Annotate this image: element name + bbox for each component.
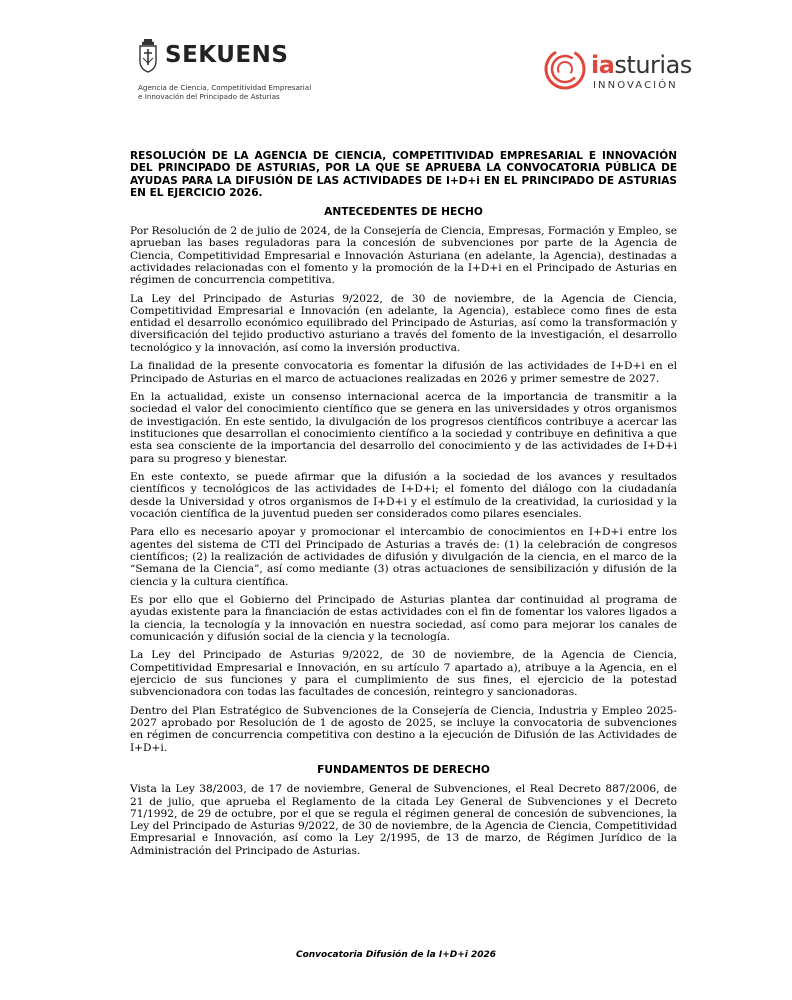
paragraph: Para ello es necesario apoyar y promocionar el intercambio de conocimientos en I+D+i entre los agentes del sistema de CTI del Principado de Asturias a través de: (1) la celebración de congresos científicos; (2) la realización de actividades de difusión y divulgación de la ciencia, en el marco de la “Semana de la Ciencia”, así como mediante (3) otras actuaciones de sensibilización y difusión de la ciencia y la cultura científica. bbox=[130, 526, 677, 588]
paragraph: Es por ello que el Gobierno del Principado de Asturias plantea dar continuidad al programa de ayudas existente para la financiación de estas actividades con el fin de fomentar los valores ligados a la ciencia, la tecnología y la innovación en nuestra sociedad, así como para mejorar los canales de comunicación y difusión social de la ciencia y la tecnología. bbox=[130, 594, 677, 643]
paragraph: Dentro del Plan Estratégico de Subvenciones de la Consejería de Ciencia, Industria y Empleo 2025-2027 aprobado por Resolución de 1 de agosto de 2025, se incluye la convocatoria de subvenciones en régimen de concurrencia competitiva con destino a la ejecución de Difusión de las Actividades de I+D+i. bbox=[130, 704, 677, 754]
section-antecedentes bbox=[130, 225, 677, 754]
iasturias-wordmark bbox=[591, 52, 692, 78]
page-footer: Convocatoria Difusión de la I+D+i 2026 bbox=[295, 950, 497, 960]
section-heading-antecedentes: ANTECEDENTES DE HECHO bbox=[324, 205, 483, 218]
agency-name bbox=[138, 83, 311, 101]
iasturias-logo bbox=[543, 44, 693, 94]
wordmark-ia: ia bbox=[591, 51, 615, 79]
agency-line-1: Agencia de Ciencia, Competitividad Empresarial bbox=[138, 83, 312, 92]
paragraph: La Ley del Principado de Asturias 9/2022, de 30 de noviembre, de la Agencia de Ciencia, Competitividad Empresarial e Innovación (en adelante, la Agencia), establece como fines de esta entidad el desarrollo económico equilibrado del Principado de Asturias, así como la transformación y diversificación del tejido productivo asturiano a través del fomento de la investigación, el desarrollo tecnológico y la innovación, así como la inversión productiva. bbox=[130, 292, 677, 354]
paragraph: En la actualidad, existe un consenso internacional acerca de la importancia de transmitir a la sociedad el valor del conocimiento científico que se genera en las universidades y otros organismos de investigación. En este sentido, la divulgación de los progresos científicos contribuye a acercar las instituciones que desarrollan el conocimiento científico a la sociedad y contribuye en definitiva a que esta sea consciente de la importancia del desarrollo del conocimiento y de las actividades de I+D+i para su progreso y bienestar. bbox=[130, 391, 677, 465]
paragraph: Vista la Ley 38/2003, de 17 de noviembre, General de Subvenciones, el Real Decreto 887/2006, de 21 de julio, que aprueba el Reglamento de la citada Ley General de Subvenciones y el Decreto 71/1992, de 29 de octubre, por el que se regula el régimen general de concesión de subvenciones, la Ley del Principado de Asturias 9/2022, de 30 de noviembre, de la Agencia de Ciencia, Competitividad Empresarial e Innovación, así como la Ley 2/1995, de 13 de marzo, de Régimen Jurídico de la Administración del Principado de Asturias. bbox=[130, 783, 677, 857]
agency-line-2: e Innovación del Principado de Asturias bbox=[138, 92, 280, 101]
sekuens-logo bbox=[137, 38, 337, 100]
paragraph: En este contexto, se puede afirmar que la difusión a la sociedad de los avances y resultados científicos y tecnológicos de las actividades de I+D+i; el fomento del diálogo con la ciudadanía desde la Universidad y otros organismos de I+D+i y el estímulo de la creatividad, la curiosidad y la vocación científica de la juventud pueden ser considerados como pilares esenciales. bbox=[130, 471, 677, 520]
brand-name: SEKUENS bbox=[165, 42, 289, 68]
paragraph: La finalidad de la presente convocatoria es fomentar la difusión de las actividades de I+D+i en el Principado de Asturias en el marco de actuaciones realizadas en 2026 y primer semestre de 2027. bbox=[130, 360, 677, 385]
ring-logo-icon bbox=[543, 47, 587, 91]
section-heading-fundamentos: FUNDAMENTOS DE DERECHO bbox=[317, 764, 490, 776]
paragraph: Por Resolución de 2 de julio de 2024, de la Consejería de Ciencia, Empresas, Formación y Empleo, se aprueban las bases reguladoras para la concesión de subvenciones por parte de la Agencia de Ciencia, Competitividad Empresarial e Innovación Asturiana (en adelante, la Agencia), destinadas a actividades relacionadas con el fomento y la promoción de la I+D+i en el Principado de Asturias en régimen de concurrencia competitiva. bbox=[130, 224, 677, 287]
section-fundamentos bbox=[130, 783, 677, 857]
document-body bbox=[130, 150, 677, 863]
document-title: RESOLUCIÓN DE LA AGENCIA DE CIENCIA, COMPETITIVIDAD EMPRESARIAL E INNOVACIÓN DEL PRINCIPADO DE ASTURIAS, POR LA QUE SE APRUEBA LA CONVOCATORIA PÚBLICA DE AYUDAS PARA LA DIFUSIÓN DE LAS ACTIVIDADES DE I+D+i EN EL PRINCIPADO DE ASTURIAS EN EL EJERCICIO 2026. bbox=[130, 150, 677, 200]
coat-of-arms-icon bbox=[137, 38, 159, 74]
wordmark-sturias: sturias bbox=[614, 51, 692, 79]
paragraph: La Ley del Principado de Asturias 9/2022, de 30 de noviembre, de la Agencia de Ciencia, Competitividad Empresarial e Innovación, en su artículo 7 apartado a), atribuye a la Agencia, en el ejercicio de sus funciones y para el cumplimiento de sus fines, el ejercicio de la potestad subvencionadora con todas las facultades de concesión, reintegro y sancionadoras. bbox=[130, 649, 677, 699]
iasturias-subtitle: INNOVACIÓN bbox=[593, 80, 678, 91]
